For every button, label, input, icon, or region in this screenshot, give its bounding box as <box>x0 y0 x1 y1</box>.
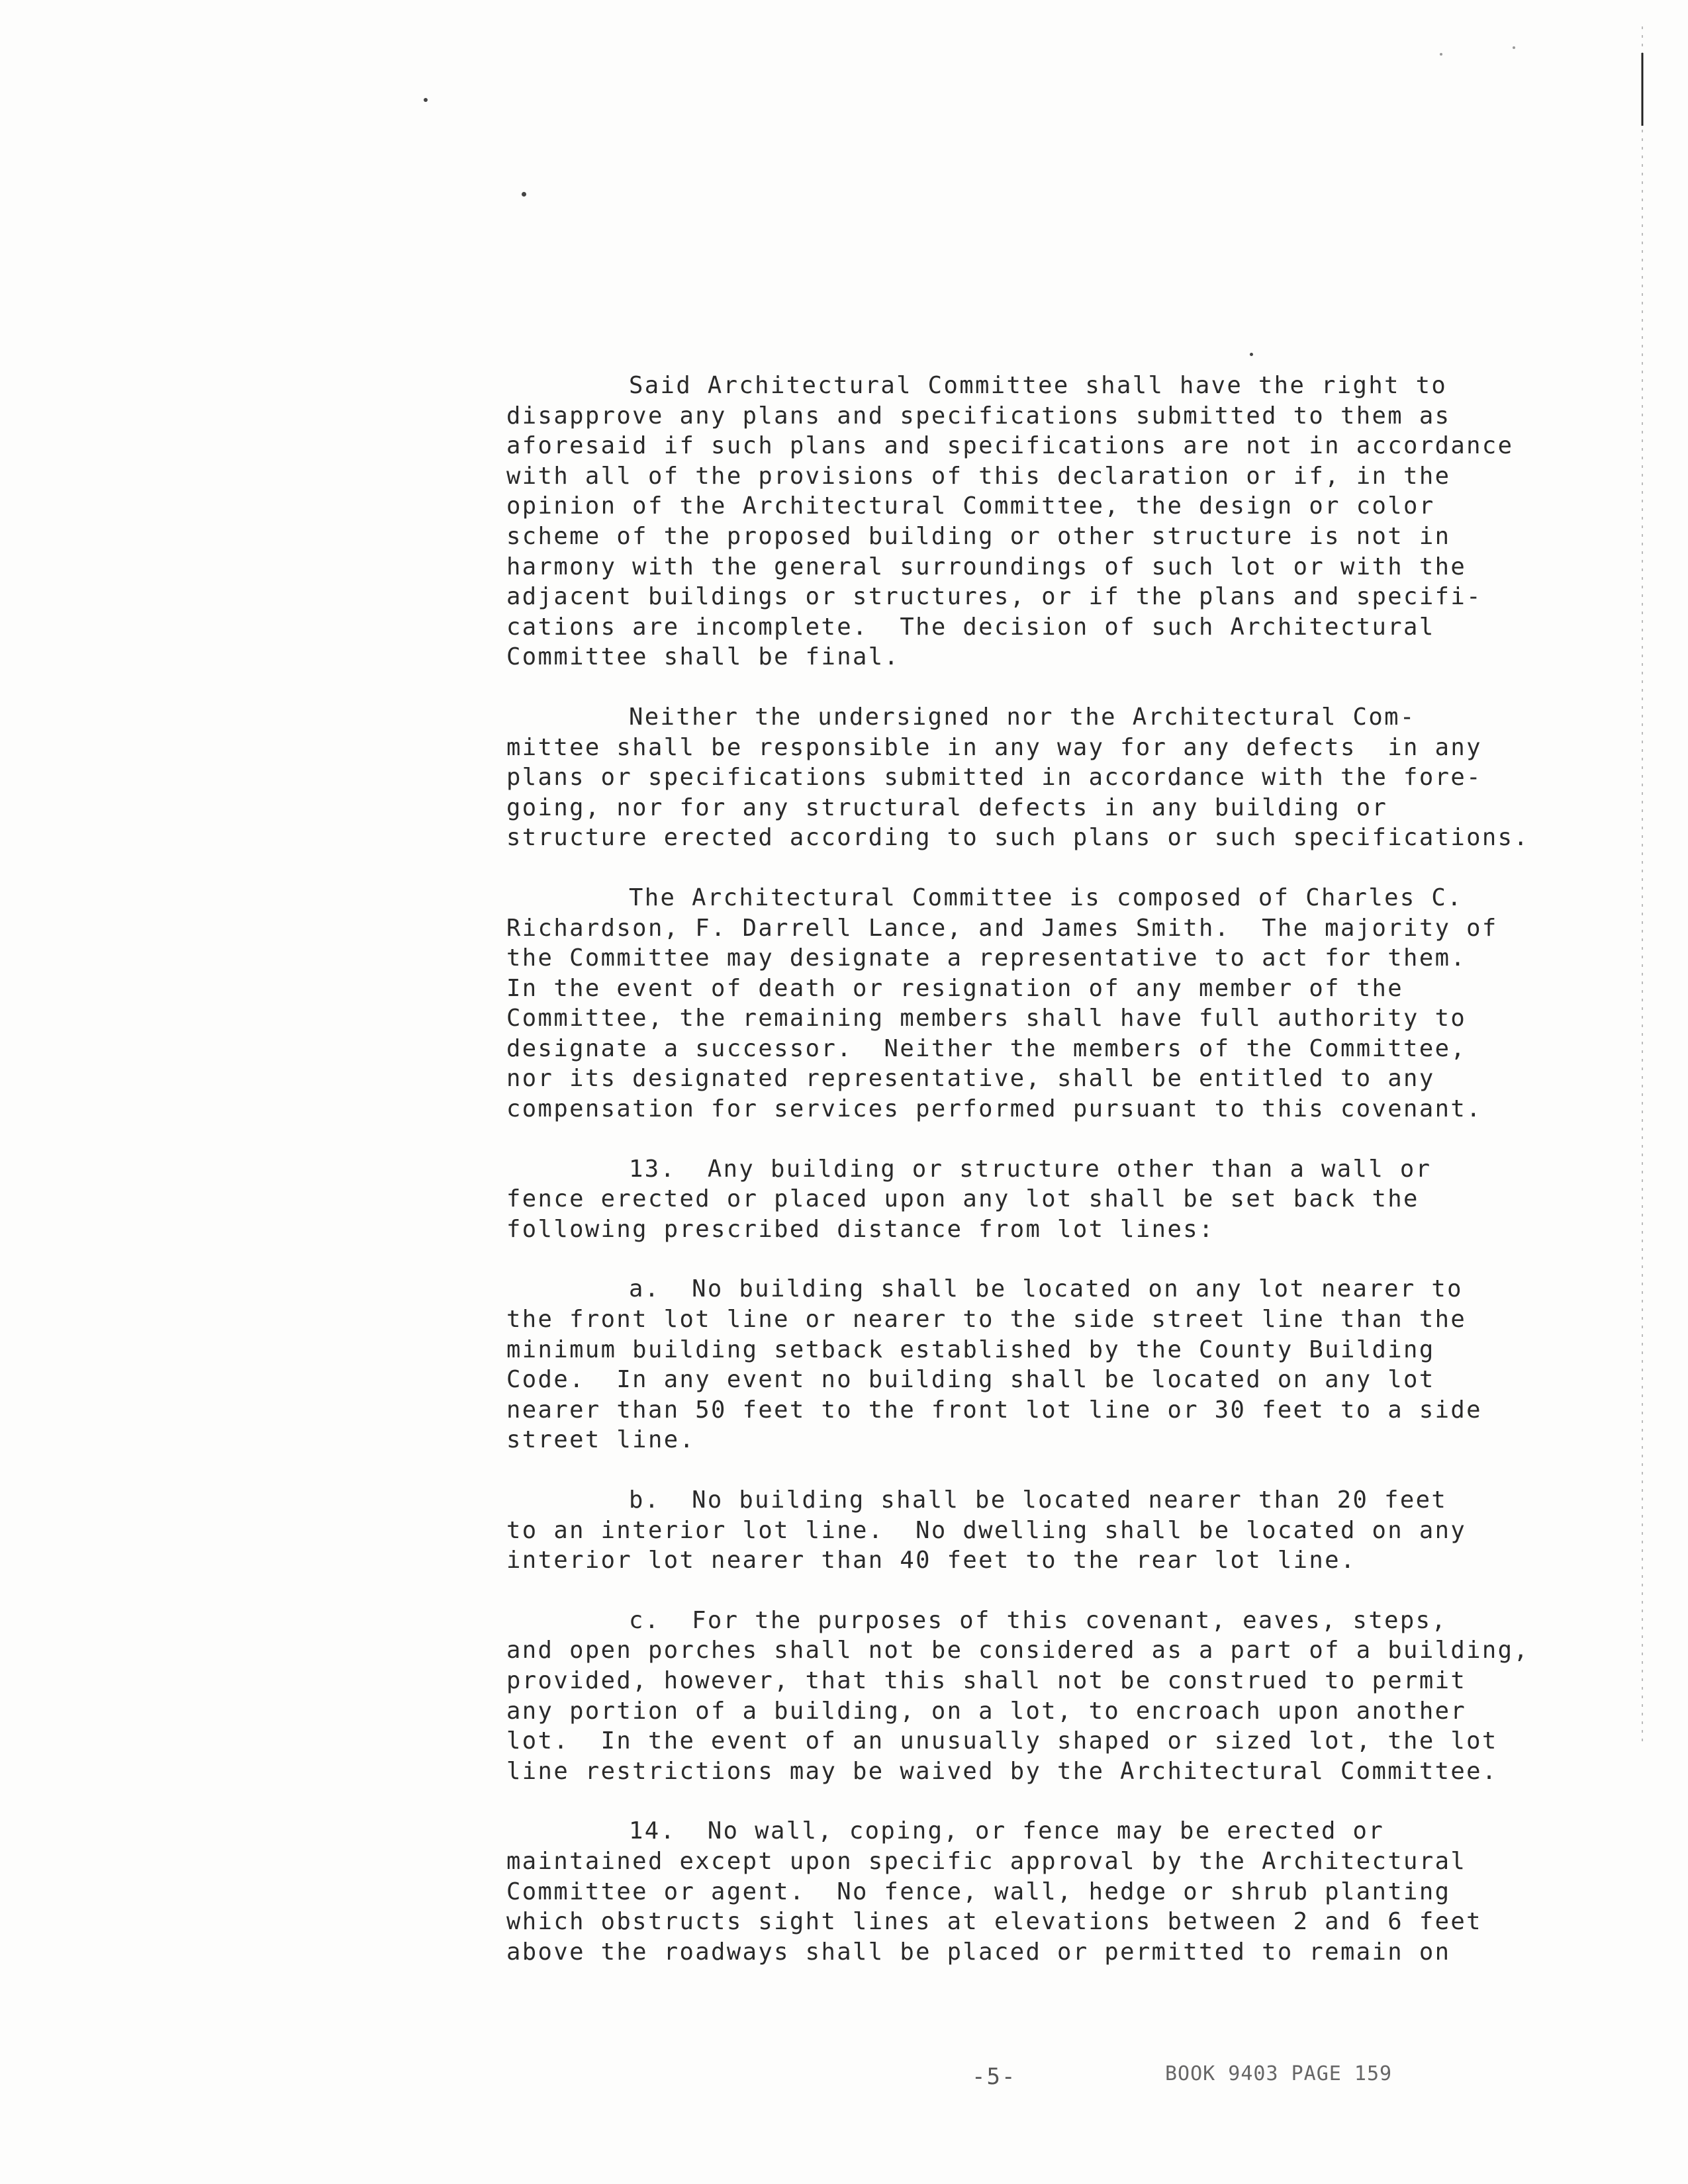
paragraph <box>506 702 1539 853</box>
scan-edge-mark <box>1640 26 1644 1747</box>
scan-speck <box>1440 53 1442 56</box>
text-line: Neither the undersigned nor the Architectural Com- <box>629 703 1416 731</box>
text-line: and open porches shall not be considered as a part of a building, <box>506 1637 1530 1664</box>
scan-speck <box>1250 353 1253 356</box>
text-line: In the event of death or resignation of any member of the <box>506 974 1404 1002</box>
document-body <box>506 371 1539 1997</box>
text-line: the front lot line or nearer to the side street line than the <box>506 1306 1467 1334</box>
text-line: scheme of the proposed building or other structure is not in <box>506 522 1451 550</box>
book-stamp-text: BOOK 9403 PAGE 159 <box>1165 2062 1393 2085</box>
text-line: fence erected or placed upon any lot shall be set back the <box>506 1185 1419 1213</box>
text-line: The Architectural Committee is composed of Charles C. <box>629 884 1463 911</box>
text-line: adjacent buildings or structures, or if the plans and specifi- <box>506 583 1482 611</box>
text-line: 14. No wall, coping, or fence may be erected or <box>629 1817 1385 1845</box>
text-line: c. For the purposes of this covenant, eaves, steps, <box>629 1606 1448 1634</box>
text-line: nor its designated representative, shall be entitled to any <box>506 1065 1435 1093</box>
text-line: with all of the provisions of this declaration or if, in the <box>506 462 1451 490</box>
text-line: 13. Any building or structure other than a wall or <box>629 1155 1432 1183</box>
text-line: structure erected according to such plans or such specifications. <box>506 824 1530 852</box>
text-line: Said Architectural Committee shall have the right to <box>629 372 1448 399</box>
text-line: going, nor for any structural defects in any building or <box>506 794 1388 821</box>
text-line: aforesaid if such plans and specifications are not in accordance <box>506 432 1514 460</box>
text-line: compensation for services performed pursuant to this covenant. <box>506 1095 1482 1123</box>
text-line: Committee or agent. No fence, wall, hedge or shrub planting <box>506 1878 1451 1905</box>
text-line: any portion of a building, on a lot, to encroach upon another <box>506 1697 1467 1725</box>
text-line: mittee shall be responsible in any way for any defects in any <box>506 733 1482 761</box>
text-line: harmony with the general surroundings of such lot or with the <box>506 553 1467 580</box>
text-line: cations are incomplete. The decision of such Architectural <box>506 613 1435 641</box>
text-line: interior lot nearer than 40 feet to the rear lot line. <box>506 1547 1356 1574</box>
paragraph <box>506 883 1539 1124</box>
text-line: Richardson, F. Darrell Lance, and James Smith. The majority of <box>506 914 1498 942</box>
text-line: lot. In the event of an unusually shaped or sized lot, the lot <box>506 1727 1498 1755</box>
scan-speck <box>522 192 526 197</box>
text-line: Committee shall be final. <box>506 643 900 671</box>
paragraph <box>506 1485 1539 1576</box>
text-line: minimum building setback established by the County Building <box>506 1336 1435 1363</box>
text-line: the Committee may designate a representative to act for them. <box>506 944 1467 972</box>
text-line: nearer than 50 feet to the front lot line or 30 feet to a side <box>506 1396 1482 1424</box>
scan-speck <box>1513 46 1515 49</box>
text-line: Committee, the remaining members shall have full authority to <box>506 1005 1467 1032</box>
text-line: street line. <box>506 1426 696 1454</box>
text-line: following prescribed distance from lot lines: <box>506 1215 1215 1243</box>
paragraph <box>506 1274 1539 1455</box>
text-line: above the roadways shall be placed or permitted to remain on <box>506 1938 1451 1966</box>
paragraph <box>506 1154 1539 1245</box>
text-line: line restrictions may be waived by the Architectural Committee. <box>506 1757 1498 1785</box>
text-line: which obstructs sight lines at elevations between 2 and 6 feet <box>506 1908 1482 1936</box>
text-line: b. No building shall be located nearer than 20 feet <box>629 1486 1448 1514</box>
book-page-stamp <box>1165 2048 1417 2088</box>
paragraph <box>506 1606 1539 1787</box>
text-line: opinion of the Architectural Committee, the design or color <box>506 492 1435 520</box>
text-line: provided, however, that this shall not be construed to permit <box>506 1666 1467 1694</box>
text-line: Code. In any event no building shall be located on any lot <box>506 1366 1435 1394</box>
text-line: maintained except upon specific approval by the Architectural <box>506 1847 1467 1875</box>
paragraph <box>506 371 1539 672</box>
text-line: disapprove any plans and specifications submitted to them as <box>506 402 1451 430</box>
text-line: plans or specifications submitted in accordance with the fore- <box>506 764 1482 792</box>
text-line: designate a successor. Neither the members of the Committee, <box>506 1034 1467 1062</box>
page-number: -5- <box>972 2064 1017 2090</box>
text-line: a. No building shall be located on any lot nearer to <box>629 1275 1463 1303</box>
scan-speck <box>424 98 428 102</box>
paragraph <box>506 1816 1539 1967</box>
text-line: to an interior lot line. No dwelling shall be located on any <box>506 1516 1467 1544</box>
